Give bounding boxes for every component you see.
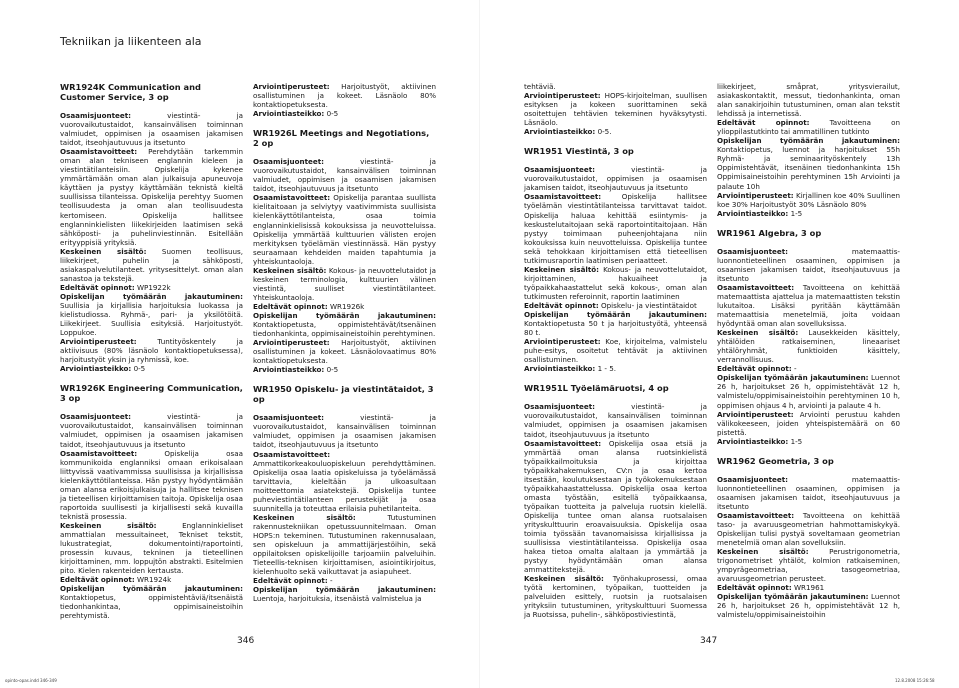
course-paragraph (524, 337, 707, 364)
field-text: Englanninkieliset ammattialan messuitaineet, Tekniset tekstit, lukustrategiat, dokumentointi/raportointi, prosessin kuvaus, tekninen ja tieteellinen kirjoittaminen, mm. loppujtön abstrakti. Esitelmien pito. Kielen rakenteiden kertausta. (60, 520, 244, 576)
field-text: 0-5 (324, 365, 339, 375)
field-text: WP1922k (134, 282, 171, 292)
text-column-2 (253, 82, 436, 603)
field-text: Kirjallinen koe 40% Suullinen koe 30% Harjoitustyöt 30% Läsnäolo 80% (717, 190, 900, 209)
course-paragraph (60, 111, 243, 147)
field-text: WR1961 (791, 583, 825, 593)
field-label: Edeltävät opinnot: (717, 364, 792, 374)
field-text: viestintä- ja vuorovaikutustaidot, kansainvälisen toiminnan valmiudet, oppimisen ja osaamisen jakamisen taidot, itseohjautuvuus ja itsetunto (60, 111, 243, 148)
field-text: WR1926k (327, 301, 365, 311)
course-heading: WR1924K Communication and Customer Service, 3 op (60, 82, 201, 102)
field-text: Kontaktiopetus, luennot ja harjoitukset 55h Ryhmä- ja seminaarityöskentely 13h Oppimistehtävät, itsenäinen tiedonhankinta 15h Oppimisaineistoihin perehtyminen 15h Arviointi ja palaute 10h (717, 145, 900, 191)
course-paragraph (253, 365, 436, 374)
field-text: Luennot 26 h, harjoitukset 26 h, oppimistehtävät 12 h, valmistelu/oppimisaineistoihin (717, 592, 901, 620)
course-paragraph (717, 511, 900, 547)
field-label: Opiskelijan työmäärän jakautuminen: (253, 585, 436, 595)
field-text: HOPS-kirjoitelman, suullisen esityksen ja kokeen suorittaminen sekä osoitettujen tehtävien tekeminen hyväksytysti. Läsnäolo. (524, 91, 707, 128)
field-text: Opiskelija parantaa suullista kielitaitoaan ja selviytyy vaativimmista suullisista kielenkäyttötilanteista, osaa toimia englanninkielisissä kokouksissa ja neuvotteluissa. Opiskelija ymmärtää kulttuurien välisten erojen merkityksen työelämän viestinnässä. Hän pystyy seuraamaan kehdeiden maiden tapahtumia ja yhteiskuntaoloja. (253, 193, 436, 266)
field-label: Keskeinen sisältö: (60, 246, 147, 256)
print-slug-left: opinto-opas.indd 346-349 (5, 678, 57, 683)
field-label: Arviointiasteikko: (717, 208, 789, 218)
field-text: 1 - 5. (595, 364, 617, 374)
course-paragraph (717, 364, 900, 373)
field-label: Arviointiperusteet: (717, 409, 794, 419)
field-label: Keskeinen sisältö: (717, 547, 809, 557)
course-paragraph (60, 584, 243, 620)
field-label: Edeltävät opinnot: (524, 300, 599, 310)
field-label: Osaamisjuonteet: (253, 413, 324, 423)
course-paragraph (524, 192, 707, 264)
course-paragraph (717, 373, 900, 409)
field-text: matemaattis-luonnontieteellinen osaaminen, oppimisen ja osaamisen jakamisen taidot, itseohjautuvuus ja itsetunto (717, 246, 900, 283)
page-gutter (479, 0, 480, 688)
field-text: Opiskelija osaa etsiä ja ymmärtää oman alansa ruotsinkielistä työpaikkailmoituksia ja kirjoittaa työpaikkahakemuksen, CV:n ja osaa kertoa itsestään, koulutuksestaan ja työkokemuksestaan työpaikkahaastattelussa. Opiskelija osaa kertoa omasta työstään, esitellä työpaikkaansa, työpaikan tuotteita ja palveluja ruotsin kielellä. Opiskelija tuntee oman alansa ruotsalaisen yrityskulttuurin eroavaisuuksia. Opiskelija osaa toimia työssään tavanomaisissa kirjallisissa ja suullisissa viestintätilanteissa. Opiskelija osaa hakea tietoa omalta alaltaan ja ymmärtää ja pystyy hyödyntämään oman alansa ammattitekstejä. (524, 438, 707, 575)
course-paragraph (60, 521, 243, 575)
field-label: Opiskelijan työmäärän jakautuminen: (253, 310, 436, 320)
field-label: Arviointiperusteet: (253, 82, 330, 91)
field-text: Opiskelu- ja viestintätaidot (598, 300, 697, 310)
field-text: Kokous- ja neuvottelutaidot ja keskeinen terminologia, kulttuurien välinen viestintä, suulliset viestintätilanteet. Yhteiskuntaoloja. (253, 265, 437, 302)
course-paragraph (524, 364, 707, 373)
course-paragraph (253, 311, 436, 338)
field-text: Kontaktiopetusta 50 t ja harjoitustyötä, yhteensä 80 t. (524, 319, 707, 338)
course-paragraph (524, 265, 707, 301)
field-text: Suullisia ja kirjallisia harjoituksia luokassa ja kielistudiossa. Ryhmä-, pari- ja yksilötöitä. Liikekirjeet. Suullisia esityksiä. Harjoitustyöt. Loppukoe. (60, 300, 243, 338)
field-label: Osaamistavoitteet: (253, 449, 331, 459)
field-text: Tavoitteena on kehittää matemaattista ajattelua ja matemaattisten tekstin lukutaitoa. Lisäksi pyritään käyttämään matemaattisia menetelmiä, joita voidaan hyödyntää oman alan sovelluksissa. (717, 282, 900, 329)
field-label: Osaamisjuonteet: (60, 412, 131, 422)
course-paragraph (253, 585, 436, 603)
course-paragraph (717, 475, 900, 511)
course-paragraph (60, 292, 243, 337)
field-text: Koe, kirjoitelma, valmistelu puhe-esitys, osoitetut tehtävät ja aktiivinen osallistuminen. (524, 337, 707, 365)
course-paragraph (60, 364, 243, 373)
field-label: Keskeinen sisältö: (524, 264, 600, 274)
course-paragraph (60, 412, 243, 448)
field-text: 1-5 (788, 436, 803, 446)
field-label: Opiskelijan työmäärän jakautuminen: (60, 584, 243, 594)
field-text: Kokous- ja neuvottelutaidot, kirjoittaminen, hakuaiheet ja työpaikkahaastattelut sekä kokous-, oman alan tutkimusten referoinnit, raportin laatiminen (524, 264, 708, 301)
field-label: Arviointiasteikko: (524, 364, 596, 374)
course-paragraph (717, 583, 900, 592)
course-paragraph (524, 574, 707, 619)
field-label: Edeltävät opinnot: (717, 583, 792, 593)
course-paragraph (60, 337, 243, 364)
field-text: 0-5 (131, 364, 146, 374)
course-paragraph (60, 575, 243, 584)
course-paragraph (60, 147, 243, 247)
field-label: Arviointiperusteet: (524, 91, 601, 101)
course-paragraph (717, 328, 900, 364)
course-paragraph (717, 136, 900, 190)
field-label: Arviointiasteikko: (253, 365, 325, 375)
field-label: Opiskelijan työmäärän jakautuminen: (717, 373, 869, 383)
field-text: Luennot 26 h, harjoitukset 26 h, oppimistehtävät 12 h, valmistelu/oppimisaineistoihin perehtyminen 10 h, oppimisen ohjaus 4 h, arviointi ja palaute 4 h. (717, 373, 901, 410)
field-label: Osaamisjuonteet: (717, 246, 788, 256)
field-text: Arviointi perustuu kahden välikokeeseen, joiden yhteispistemäärä on 60 pistettä. (717, 409, 900, 437)
text-column-1 (60, 82, 243, 620)
course-paragraph (717, 592, 900, 619)
field-label: Arviointiperusteet: (717, 190, 794, 200)
field-label: Osaamistavoitteet: (60, 147, 138, 157)
page-number-left: 346 (237, 636, 255, 646)
field-text: Tuntityöskentely ja aktiivisuus (80% läsnäolo kontaktiopetuksessa), harjoitustyöt yksin ja ryhmissä, koe. (60, 337, 243, 365)
field-label: Edeltävät opinnot: (253, 576, 328, 586)
field-label: Arviointiasteikko: (524, 127, 596, 137)
field-text: viestintä- ja vuorovaikutustaidot, kansainvälisen toiminnan valmiudet, oppimisen ja osaamisen jakamisen taidot, itseohjautuvuus ja itsetunto (60, 412, 243, 449)
print-slug-right: 12.8.2008 15:26:58 (895, 678, 935, 683)
field-label: Keskeinen sisältö: (60, 520, 157, 530)
course-paragraph (717, 283, 900, 328)
field-label: Opiskelijan työmäärän jakautuminen: (60, 291, 243, 301)
field-label: Keskeinen sisältö: (253, 512, 356, 522)
field-text: tehtäviä. (524, 82, 556, 91)
field-text: 1-5 (788, 208, 803, 218)
course-heading: WR1961 Algebra, 3 op (717, 227, 822, 238)
field-text: Lausekkeiden käsittely, yhtälöiden ratkaiseminen, lineaariset yhtälöryhmät, funktioiden käsittely, verrannollisuus. (717, 328, 900, 365)
course-paragraph (524, 165, 707, 192)
course-paragraph (253, 109, 436, 118)
field-label: Osaamisjuonteet: (524, 402, 595, 412)
text-column-3 (524, 82, 707, 619)
field-text: WR1924k (134, 575, 172, 585)
field-label: Arviointiperusteet: (253, 338, 330, 348)
course-paragraph (253, 193, 436, 265)
field-label: Edeltävät opinnot: (60, 282, 135, 292)
field-text: Opiskelija osaa kommunikoida englanniksi omaan erikoisalaan liittyvissä vaativammissa suullisissa ja kirjallisissa kielenkäyttötilanteissa. Hän pystyy hyödyntämään oman alansa erikoisjulkaisuja ja hallitsee teknisen ja tieteellisen kirjoittamisen taitoja. Opiskelija osaa raportoida suullisesti ja kirjallisesti sekä kuvailla teknistä prosessia. (60, 448, 243, 521)
course-heading: WR1950 Opiskelu- ja viestintätaidot, 3 op (253, 384, 434, 405)
field-label: Arviointiasteikko: (253, 109, 325, 119)
course-paragraph (253, 82, 436, 109)
field-text: Tutustuminen rakennustekniikan opetussuunnitelmaan. Oman HOPS:n tekeminen. Tutustuminen rakennusalaan, sen opiskeluun ja ammattijärjestöihin, sekä oppilaitoksen opiskelijoille tarjoamiin palveluihin. Tieteellis-teknisen kirjoittamisen, asiointikirjoitus, kielenhuolto sekä vaikuttavat ja asiapuheet. (253, 512, 436, 577)
field-label: Arviointiasteikko: (717, 436, 789, 446)
field-text: Perehdytään tarkemmin oman alan tekniseen englannin kieleen ja viestintätilanteisiin. Opiskelija kykenee ymmärtämään oman alan julkaisuja apuneuvoja käyttäen ja pystyy käyttämään teknistä kieltä suullisissa tilanteissa. Opiskelija perehtyy Suomen teollisuudesta ja oman alan teollisuudesta kertomiseen. Opiskelija hallitsee englanninkielisten liikekirjeiden laatimisen sekä sähköposti- ja puhelinviestinnän. Esitellään erityyppisiä yrityksiä. (60, 147, 243, 247)
course-heading: WR1951 Viestintä, 3 op (524, 146, 634, 157)
field-label: Opiskelijan työmäärän jakautuminen: (524, 310, 707, 320)
field-text: viestintä- ja vuorovaikutustaidot, oppimisen ja osaamisen jakamisen taidot, itseohjautuvuus ja itsetunto (524, 165, 707, 193)
field-text: Luentoja, harjoituksia, itsenäistä valmistelua ja (253, 594, 422, 604)
field-text: Tavoitteena on ylioppilastutkinto tai ammatillinen tutkinto (717, 118, 900, 137)
field-text: Suomen teollisuus, liikekirjeet, puhelin ja sähköposti, asiakaspalvelutilanteet. yritysesittelyt. oman alan sanastoa ja tekstejä. (60, 246, 243, 283)
course-heading: WR1926K Engineering Communication, 3 op (60, 383, 243, 404)
course-paragraph (253, 266, 436, 302)
field-label: Opiskelijan työmäärän jakautuminen: (717, 136, 900, 146)
course-heading: WR1926L Meetings and Negotiations, 2 op (253, 128, 430, 149)
field-text: liikekirjeet, småprat, yritysvierailut, asiakaskontaktit, messut, tiedonhankinta, oman alan sanakirjoihin tutustuminen, oman alan tekstit lehdissä ja internetissä. (717, 82, 900, 119)
field-label: Osaamistavoitteet: (253, 193, 331, 203)
course-paragraph (717, 82, 900, 118)
course-paragraph (717, 547, 900, 583)
field-label: Arviointiperusteet: (60, 337, 137, 347)
page-number-right: 347 (700, 636, 718, 646)
course-paragraph (717, 118, 900, 136)
course-paragraph (60, 449, 243, 521)
field-label: Osaamistavoitteet: (717, 510, 795, 520)
course-heading: WR1951L Työelämäruotsi, 4 op (524, 383, 669, 394)
course-paragraph (524, 301, 707, 310)
course-paragraph (253, 576, 436, 585)
field-label: Keskeinen sisältö: (253, 265, 327, 275)
course-paragraph (717, 410, 900, 437)
field-label: Osaamistavoitteet: (524, 438, 602, 448)
course-paragraph (524, 439, 707, 575)
field-label: Keskeinen sisältö: (717, 328, 799, 338)
field-text: Harjoitustyöt, aktiivinen osallistuminen ja kokeet. Läsnäolo 80% kontaktiopetuksesta. (253, 82, 436, 110)
field-label: Osaamisjuonteet: (524, 165, 595, 175)
field-label: Keskeinen sisältö: (524, 574, 604, 584)
field-text: - (791, 364, 797, 374)
field-label: Osaamistavoitteet: (717, 282, 795, 292)
field-label: Osaamistavoitteet: (524, 192, 602, 202)
field-text: Perustrigonometria, trigonometriset yhtälöt, kolmion ratkaiseminen, ympyrägeometriaa, tasogeometriaa, avaruusgeometrian perusteet. (717, 547, 901, 584)
field-text: matemaattis-luonnontieteellinen osaaminen, oppimisen ja osaamisen jakamisen taidot, itseohjautuvuus ja itsetunto (717, 474, 900, 511)
field-text: Kontaktiopetus, oppimistehtäviä/itsenäistä tiedonhankintaa, oppimisaineistoihin perehtymistä. (60, 593, 243, 621)
course-paragraph (524, 310, 707, 337)
field-label: Arviointiperusteet: (524, 337, 601, 347)
course-paragraph (717, 191, 900, 209)
field-text: viestintä- ja vuorovaikutustaidot, kansainvälisen toiminnan valmiudet, oppimisen ja osaamisen jakamisen taidot, itseohjautuvuus ja itsetunto (253, 413, 436, 450)
field-label: Osaamisjuonteet: (60, 111, 131, 120)
course-paragraph (524, 402, 707, 438)
course-paragraph (253, 338, 436, 365)
course-paragraph (524, 127, 707, 136)
field-label: Edeltävät opinnot: (717, 118, 810, 128)
field-label: Arviointiasteikko: (60, 364, 132, 374)
course-paragraph (253, 302, 436, 311)
course-heading: WR1962 Geometria, 3 op (717, 455, 834, 466)
course-paragraph (524, 91, 707, 127)
field-text: - (327, 576, 333, 586)
course-paragraph (253, 413, 436, 449)
field-text: 0-5. (595, 127, 612, 137)
field-label: Opiskelijan työmäärän jakautuminen: (717, 592, 869, 602)
course-paragraph (60, 247, 243, 283)
field-text: Harjoitustyöt, aktiivinen osallistuminen ja kokeet. Läsnäolovaatimus 80% kontaktiopetuksesta. (253, 338, 436, 366)
field-text: Työnhakuprosessi, omaa työtä kertominen, työpaikan, tuotteiden ja palveluiden esittely, ruotsin ja ruotsalaisen yrityksiin tutustuminen, yrityskulttuuri Suomessa ja Ruotsissa, puhelin-, sähköpostiviestintä, (524, 574, 707, 620)
course-paragraph (717, 437, 900, 446)
course-paragraph (253, 450, 436, 513)
field-label: Osaamisjuonteet: (717, 474, 788, 484)
field-label: Osaamistavoitteet: (60, 448, 138, 458)
course-paragraph (253, 513, 436, 576)
text-column-4 (717, 82, 900, 619)
course-paragraph (717, 247, 900, 283)
field-text: Ammattikorkeakouluopiskeluun perehdyttäminen. Opiskelija osaa laatia opiskeluissa ja työelämässä tarvittavia, kieleltään ja ulkoasultaan moitteettomia asiatekstejä. Opiskelija tuntee puheviestintätilanteen perustekijät ja osaa suunnitella ja toteuttaa erilaisia puhetilanteita. (253, 458, 436, 513)
field-text: Opiskelija hallitsee työelämän viestintätilanteissa tarvittavat taidot. Opiskelija haluaa kehittää esiintymis- ja keskustelutaitojaan sekä raportointitaitojaan. Hän pystyy toimimaan puheenjohtajana niin kokouksissa kuin neuvotteluissa. Opiskelija tuntee sekä tehokkaan kirjoittamisen että tieteellisen tutkimusraportin laatimisen periaatteet. (524, 192, 707, 265)
field-text: Kontaktiopetusta, oppimistehtävät/itsenäinen tiedonhankinta, oppimisaineistoihin perehtyminen. (253, 320, 436, 339)
field-label: Edeltävät opinnot: (60, 575, 135, 585)
field-text: viestintä- ja vuorovaikutustaidot, kansainvälisen toiminnan valmiudet, oppimisen ja osaamisen jakamisen taidot, itseohjautuvuus ja itsetunto (524, 402, 707, 439)
field-label: Edeltävät opinnot: (253, 301, 328, 311)
field-text: 0-5 (324, 109, 339, 119)
course-paragraph (253, 157, 436, 193)
field-label: Osaamisjuonteet: (253, 157, 324, 167)
field-text: Tavoitteena on kehittää taso- ja avaruusgeometrian hahmottamiskykyä. Opiskelijan tulisi pystyä soveltamaan geometrian menetelmiä oman alan sovelluksiin. (717, 510, 900, 548)
course-paragraph (524, 82, 707, 91)
course-paragraph (717, 209, 900, 218)
section-title: Tekniikan ja liikenteen ala (60, 35, 202, 48)
course-paragraph (60, 283, 243, 292)
field-text: viestintä- ja vuorovaikutustaidot, kansainvälisen toiminnan valmiudet, oppimisen ja osaamisen jakamisen taidot, itseohjautuvuus ja itsetunto (253, 157, 436, 194)
